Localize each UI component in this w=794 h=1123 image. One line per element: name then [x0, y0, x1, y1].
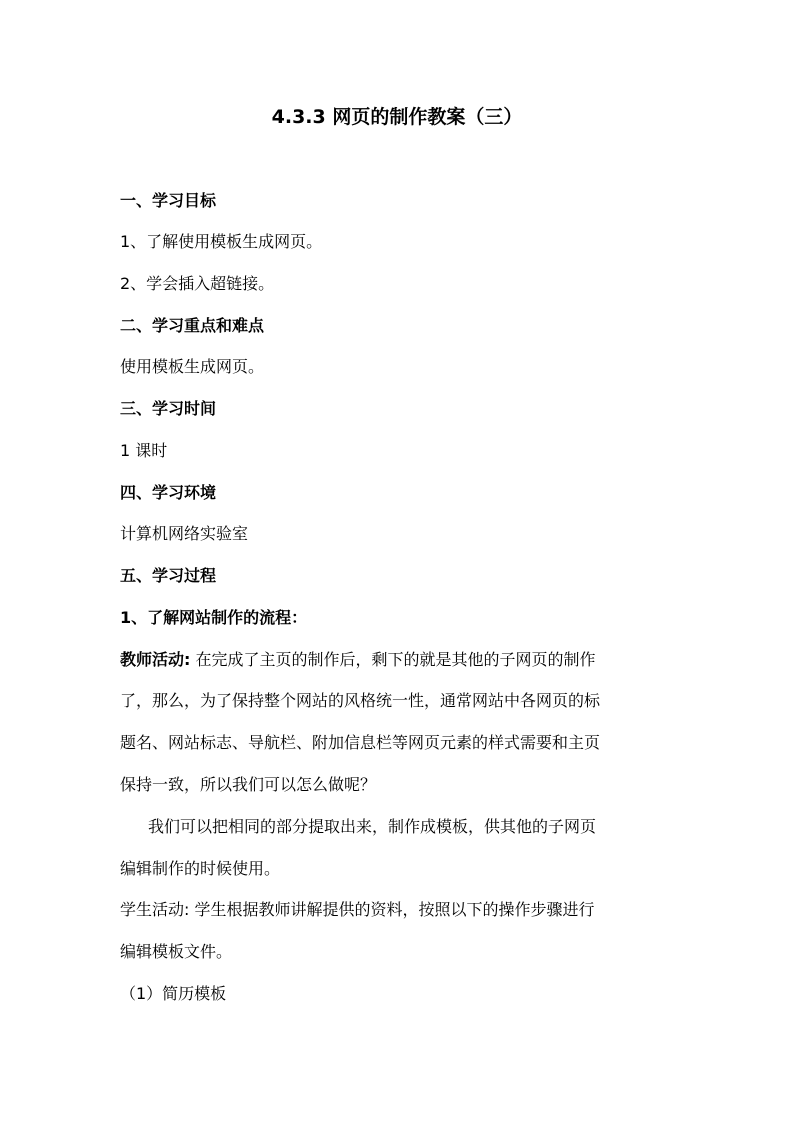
teacher-activity-line-2: 了，那么，为了保持整个网站的风格统一性，通常网站中各网页的标	[120, 691, 601, 710]
document-title: 4.3.3 网页的制作教案（三）	[271, 106, 523, 128]
key-points-text: 使用模板生成网页。	[120, 357, 265, 376]
environment-text: 计算机网络实验室	[120, 524, 249, 543]
teacher-activity-text-1: 在完成了主页的制作后，剩下的就是其他的子网页的制作	[190, 650, 596, 669]
sub-item-resume-template: （1）简历模板	[120, 984, 227, 1003]
section-heading-time: 三、学习时间	[120, 399, 217, 418]
goal-item-2: 2、学会插入超链接。	[120, 274, 275, 293]
teacher-activity-line-3: 题名、网站标志、导航栏、附加信息栏等网页元素的样式需要和主页	[120, 733, 601, 752]
teacher-activity-line-6: 编辑制作的时候使用。	[120, 859, 281, 878]
student-activity-line-1: 学生活动: 学生根据教师讲解提供的资料，按照以下的操作步骤进行	[120, 900, 595, 919]
goal-item-1: 1、了解使用模板生成网页。	[120, 232, 323, 251]
section-heading-goals: 一、学习目标	[120, 191, 217, 210]
section-heading-process: 五、学习过程	[120, 566, 217, 585]
process-subheading-1: 1、了解网站制作的流程：	[120, 608, 308, 627]
section-heading-key-points: 二、学习重点和难点	[120, 316, 265, 335]
section-heading-environment: 四、学习环境	[120, 483, 217, 502]
teacher-activity-label: 教师活动:	[120, 650, 191, 669]
teacher-activity-line-1	[120, 648, 690, 672]
teacher-activity-line-5: 我们可以把相同的部分提取出来，制作成模板，供其他的子网页	[148, 817, 597, 836]
time-text: 1 课时	[120, 441, 168, 460]
student-activity-line-2: 编辑模板文件。	[120, 942, 233, 961]
teacher-activity-line-4: 保持一致，所以我们可以怎么做呢？	[120, 775, 377, 794]
